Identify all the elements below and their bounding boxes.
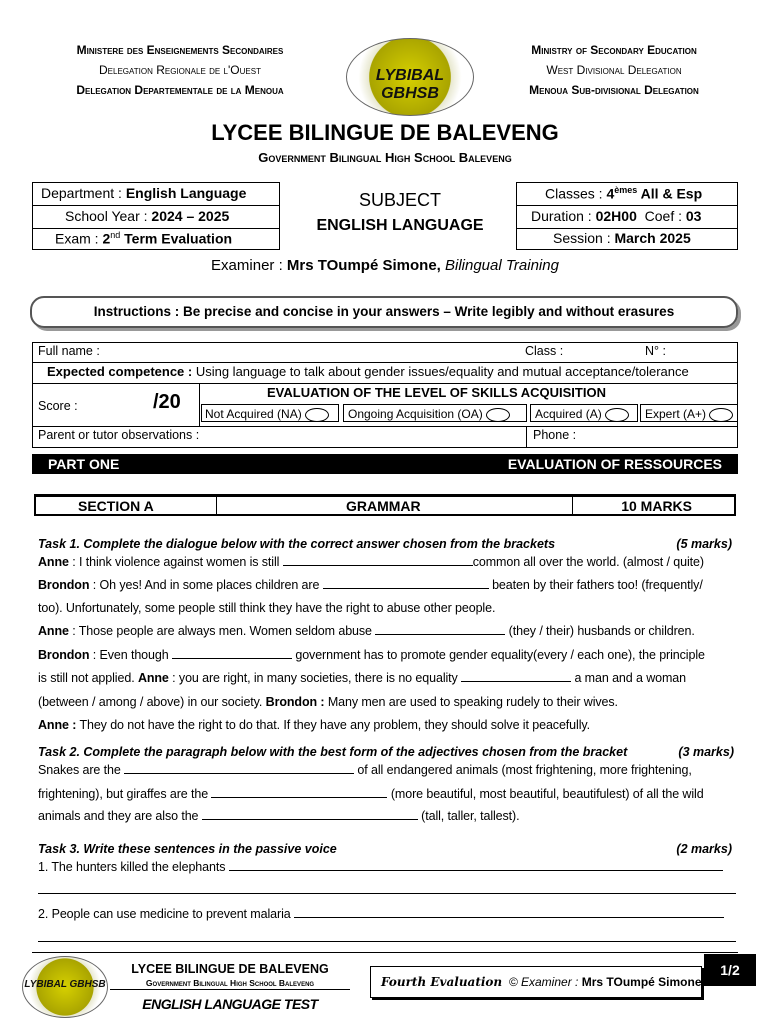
paragraph-text: (tall, taller, tallest).	[417, 809, 520, 823]
answer-line[interactable]	[38, 893, 736, 894]
levels-row	[200, 404, 738, 426]
competence-row	[47, 364, 689, 379]
divider	[517, 228, 737, 229]
task1-line2	[38, 578, 736, 592]
task2-line1	[38, 763, 736, 777]
duration-row	[531, 208, 701, 224]
task1-line5	[38, 648, 736, 662]
level-expert[interactable]	[640, 404, 738, 422]
dialogue-text: They do not have the right to do that. If they have any problem, they should solve it peacefully.	[76, 718, 590, 732]
dialogue-text: : Oh yes! And in some places children are	[89, 578, 323, 592]
paragraph-text: frightening), but giraffes are the	[38, 787, 212, 801]
section-divider	[216, 497, 217, 515]
dialogue-text: is still not applied.	[38, 671, 138, 685]
duration-label: Duration :	[531, 208, 596, 224]
answer-blank[interactable]	[211, 787, 387, 798]
classes-sup: èmes	[614, 185, 638, 195]
competence-label: Expected competence :	[47, 364, 196, 379]
footer-examiner: Mrs TOumpé Simone	[581, 975, 702, 989]
classes-value: All & Esp	[637, 185, 703, 202]
answer-line[interactable]	[38, 941, 736, 942]
section-name: SECTION A	[78, 498, 154, 514]
session-value: March 2025	[614, 230, 691, 246]
subject-value: ENGLISH LANGUAGE	[316, 217, 484, 234]
parent-obs-label: Parent or tutor observations :	[38, 428, 200, 442]
speaker-brondon: Brondon	[38, 578, 90, 592]
exam-value: Term Evaluation	[120, 230, 233, 247]
task1-line6	[38, 671, 736, 685]
checkbox-oval[interactable]	[486, 408, 510, 422]
checkbox-oval[interactable]	[305, 408, 329, 422]
class-label: Class :	[525, 344, 564, 358]
dialogue-text: : Those people are always men. Women seldom abuse	[68, 624, 376, 638]
divider	[33, 383, 737, 384]
session-row	[553, 230, 691, 246]
section-divider	[572, 497, 573, 515]
page-number: 1/2	[704, 954, 756, 986]
task1-marks: (5 marks)	[676, 537, 732, 551]
examiner-line	[0, 257, 770, 274]
header-right	[480, 40, 748, 100]
footer-logo-text: LYBIBAL GBHSB	[24, 979, 106, 990]
school-logo	[346, 38, 474, 116]
instructions-banner	[30, 296, 738, 328]
ministry-fr: Ministere des Enseignements Secondaires	[76, 43, 284, 57]
year-row	[65, 208, 229, 224]
task3-title: Task 3. Write these sentences in the passive voice	[38, 842, 337, 856]
examiner-note: Bilingual Training	[440, 257, 559, 274]
classes-label: Classes :	[545, 185, 607, 202]
dialogue-text: : you are right, in many societies, there is no equality	[168, 671, 462, 685]
subject-label: SUBJECT	[358, 190, 441, 210]
task1-line8	[38, 718, 736, 732]
level-oa[interactable]	[343, 404, 527, 422]
footer-test: ENGLISH LANGUAGE TEST	[142, 996, 318, 1012]
session-label: Session :	[553, 230, 615, 246]
answer-blank[interactable]	[202, 809, 418, 820]
school-name: LYCEE BILINGUE DE BALEVENG	[211, 120, 559, 145]
dialogue-text: Many men are used to speaking rudely to their wives.	[324, 695, 618, 709]
coef-label: Coef :	[644, 208, 686, 224]
speaker-anne: Anne :	[38, 718, 77, 732]
footer-school-en: Government Bilingual High School Baleveng	[110, 978, 350, 990]
level-a-label: Acquired (A)	[535, 407, 602, 421]
footer-school: LYCEE BILINGUE DE BALEVENG	[131, 962, 329, 976]
level-oa-label: Ongoing Acquisition (OA)	[348, 407, 483, 421]
paragraph-text: of all endangered animals (most frightening, more frightening,	[354, 763, 692, 777]
dialogue-text: government has to promote gender equality(every / each one), the principle	[291, 648, 705, 662]
full-name-label: Full name :	[38, 344, 100, 358]
part-one-bar	[32, 454, 738, 474]
answer-blank[interactable]	[461, 671, 571, 682]
phone-divider	[526, 426, 527, 448]
task1-title-row	[38, 537, 736, 551]
paragraph-text: Snakes are the	[38, 763, 125, 777]
header-left	[20, 40, 340, 100]
speaker-brondon: Brondon	[38, 648, 90, 662]
question-text: 2. People can use medicine to prevent malaria	[38, 907, 294, 921]
answer-blank[interactable]	[294, 907, 724, 918]
exam-num: 2	[102, 230, 111, 247]
phone-label: Phone :	[533, 428, 577, 442]
level-na-label: Not Acquired (NA)	[205, 407, 302, 421]
footer-eval-box	[370, 966, 702, 998]
section-marks: 10 MARKS	[621, 498, 692, 514]
classes-num: 4	[606, 185, 615, 202]
footer-copyright: © Examiner :	[508, 975, 582, 989]
school-name-en: Government Bilingual High School Baleveng	[258, 150, 512, 165]
dialogue-text: too). Unfortunately, some people still think they have the right to abuse other people.	[38, 601, 496, 615]
answer-blank[interactable]	[283, 555, 473, 566]
answer-blank[interactable]	[172, 648, 292, 659]
dialogue-text: : I think violence against women is still	[68, 555, 283, 569]
exam-label: Exam :	[55, 230, 103, 247]
task2-line3	[38, 809, 736, 823]
score-total: /20	[153, 391, 181, 413]
footer-eval: Fourth Evaluation	[381, 975, 503, 989]
dialogue-text: a man and a woman	[571, 671, 687, 685]
task3-q1	[38, 860, 736, 874]
footer-logo	[22, 956, 108, 1018]
part-one-title: EVALUATION OF RESSOURCES	[507, 456, 722, 472]
task1-title: Task 1. Complete the dialogue below with the correct answer chosen from the brackets	[38, 537, 556, 551]
task2-marks: (3 marks)	[678, 745, 734, 759]
score-label: Score :	[38, 399, 78, 413]
dialogue-text: beaten by their fathers too! (frequently/	[488, 578, 703, 592]
answer-blank[interactable]	[323, 578, 489, 589]
info-right-box	[516, 182, 738, 250]
examiner-name: Mrs TOumpé Simone,	[286, 257, 441, 274]
speaker-anne: Anne	[38, 555, 69, 569]
year-value: 2024 – 2025	[151, 208, 230, 224]
exam-row	[55, 230, 232, 247]
dialogue-text: common all over the world. (almost / quite)	[472, 555, 704, 569]
answer-blank[interactable]	[229, 860, 723, 871]
paragraph-text: animals and they are also the	[38, 809, 202, 823]
task1-line3	[38, 601, 736, 615]
dialogue-text: (they / their) husbands or children.	[505, 624, 695, 638]
divider	[517, 205, 737, 206]
footer-rule	[32, 952, 738, 953]
department-label: Department :	[41, 185, 126, 201]
division-en: Menoua Sub-divisional Delegation	[529, 83, 699, 97]
answer-blank[interactable]	[124, 763, 354, 774]
region-fr: Delegation Regionale de l'Ouest	[99, 63, 261, 77]
divider	[33, 228, 279, 229]
classes-row	[545, 185, 702, 202]
task2-title: Task 2. Complete the paragraph below with the best form of the adjectives chosen from the bracket	[38, 745, 628, 759]
dialogue-text: (between / among / above) in our society.	[38, 695, 266, 709]
section-topic: GRAMMAR	[346, 498, 421, 514]
division-fr: Delegation Departementale de la Menoua	[76, 83, 284, 97]
eval-title: EVALUATION OF THE LEVEL OF SKILLS ACQUISITION	[267, 385, 606, 400]
task3-title-row	[38, 842, 736, 856]
task1-line1	[38, 555, 736, 569]
divider	[33, 362, 737, 363]
subject-block	[282, 190, 518, 235]
duration-value: 02H00	[595, 208, 637, 224]
logo-text: LYBIBAL GBHSB	[375, 67, 445, 102]
divider	[33, 426, 737, 427]
task3-q2	[38, 907, 736, 921]
answer-blank[interactable]	[375, 624, 505, 635]
info-left-box	[32, 182, 280, 250]
student-grid	[32, 342, 738, 448]
department-row	[41, 185, 246, 201]
speaker-anne: Anne	[38, 624, 69, 638]
speaker-anne: Anne	[137, 671, 169, 685]
coef-value: 03	[685, 208, 702, 224]
instructions-text: Instructions : Be precise and concise in your answers – Write legibly and without erasures	[93, 304, 675, 319]
task1-line7	[38, 695, 736, 709]
task3-marks: (2 marks)	[676, 842, 732, 856]
task2-line2	[38, 787, 736, 801]
number-label: N° :	[645, 344, 666, 358]
checkbox-oval[interactable]	[709, 408, 733, 422]
examiner-label: Examiner :	[211, 257, 287, 274]
paragraph-text: (more beautiful, most beautiful, beautifulest) of all the wild	[387, 787, 704, 801]
level-na[interactable]	[201, 404, 339, 422]
region-en: West Divisional Delegation	[546, 63, 682, 77]
dialogue-text: : Even though	[89, 648, 172, 662]
competence-value: Using language to talk about gender issues/equality and mutual acceptance/tolerance	[195, 364, 689, 379]
level-expert-label: Expert (A+)	[645, 407, 707, 421]
year-label: School Year :	[65, 208, 152, 224]
part-one-label: PART ONE	[48, 456, 120, 472]
checkbox-oval[interactable]	[605, 408, 629, 422]
question-text: 1. The hunters killed the elephants	[38, 860, 229, 874]
section-a-bar	[34, 494, 736, 516]
ministry-en: Ministry of Secondary Education	[531, 43, 697, 57]
divider	[33, 205, 279, 206]
exam-sup: nd	[110, 230, 121, 240]
task2-title-row	[38, 745, 736, 759]
level-a[interactable]	[530, 404, 638, 422]
speaker-brondon: Brondon :	[265, 695, 325, 709]
department-value: English Language	[125, 185, 247, 201]
task1-line4	[38, 624, 736, 638]
